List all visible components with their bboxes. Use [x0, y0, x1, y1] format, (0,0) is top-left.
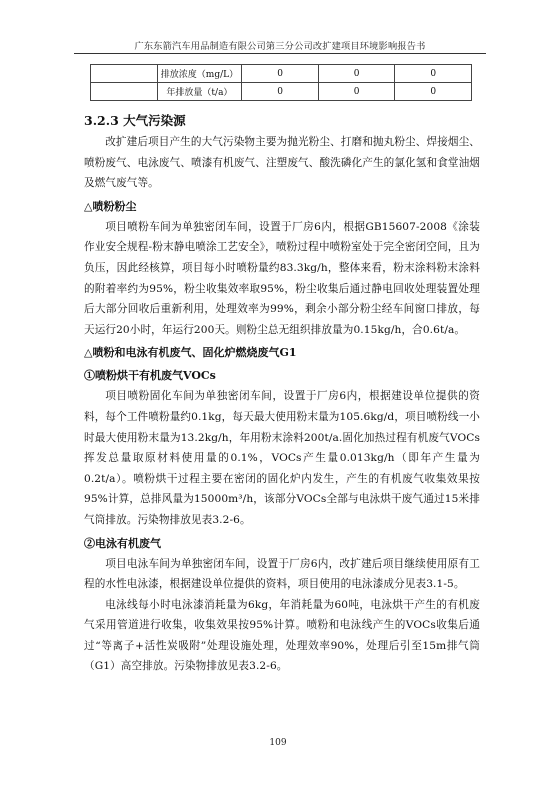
table-row-label: 排放浓度（mg/L） [157, 65, 242, 83]
vocs-heading: ①喷粉烘干有机废气VOCs [84, 369, 216, 383]
table-cell: 0 [318, 83, 395, 101]
table-cell: 0 [395, 83, 472, 101]
g1-heading: △喷粉和电泳有机废气、固化炉燃烧废气G1 [84, 346, 297, 360]
table-cell: 0 [242, 65, 319, 83]
electrophoresis-heading: ②电泳有机废气 [84, 536, 161, 550]
page-header: 广东东箭汽车用品制造有限公司第三分公司改扩建项目环境影响报告书 [134, 41, 426, 52]
table-cell: 0 [242, 83, 319, 101]
powder-dust-heading: △喷粉粉尘 [84, 199, 137, 213]
electrophoresis-body-2: 电泳线每小时电泳漆消耗量为6kg，年消耗量为60吨，电泳烘干产生的有机废气采用管道进行收集，收集效果按95%计算。喷粉和电泳线产生的VOCs收集后通过“等离子+活性炭吸附”处理设施处理，处理效率90%，处理后引至15m排气筒（G1）高空排放。污染物排放见表3.2-6。 [84, 598, 480, 673]
electrophoresis-body-1: 项目电泳车间为单独密闭车间，设置于厂房6内，改扩建后项目继续使用原有工程的水性电泳漆，根据建设单位提供的资料，项目使用的电泳漆成分见表3.1-5。 [84, 557, 480, 591]
page-number: 109 [269, 738, 287, 748]
vocs-body: 项目喷粉固化车间为单独密闭车间，设置于厂房6内，根据建设单位提供的资料，每个工件喷粉量约0.1kg，每天最大使用粉末量为105.6kg/d，项目喷粉线一小时最大使用粉末量为13.2kg/h，年用粉末涂料200t/a.固化加热过程有机废气VOCs挥发总量取原材料使用量的0.1%，VOCs产生量0.013kg/h（即年产生量为0.2t/a）。喷粉烘干过程主要在密闭的固化炉内发生，产生的有机废气收集效果按95%计算，总排风量为15000m³/h，该部分VOCs全部与电泳烘干废气通过15米排气筒排放。污染物排放见表3.2-6。 [84, 390, 480, 526]
table-row-label: 年排放量（t/a） [157, 83, 242, 101]
main-content [84, 110, 480, 677]
powder-dust-body: 项目喷粉车间为单独密闭车间，设置于厂房6内，根据GB15607-2008《涂装作业安全规程-粉末静电喷涂工艺安全》，喷粉过程中喷粉室处于完全密闭空间，且为负压，因此经核算，项目每小时喷粉量约83.3kg/h，整体来看，粉末涂料粉末涂料的附着率约为95%，粉尘收集效率取95%，粉尘收集后通过静电回收处理装置处理后大部分回收后重新利用，处理效率为99%，剩余小部分粉尘经车间窗口排放，每天运行20小时，年运行200天。则粉尘总无组织排放量为0.15kg/h，合0.6t/a。 [84, 220, 480, 336]
table-cell-empty [91, 83, 158, 101]
table-cell: 0 [318, 65, 395, 83]
header-divider [74, 53, 486, 54]
section-title: 3.2.3 大气污染源 [84, 113, 186, 128]
table-cell-empty [91, 65, 158, 83]
table-row [91, 83, 472, 101]
emission-table [90, 64, 472, 101]
section-intro: 改扩建后项目产生的大气污染物主要为抛光粉尘、打磨和抛丸粉尘、焊接烟尘、喷粉废气、电泳废气、喷漆有机废气、注塑废气、酸洗磷化产生的氯化氢和食堂油烟及燃气废气等。 [84, 136, 480, 190]
table-cell: 0 [395, 65, 472, 83]
table-row [91, 65, 472, 83]
